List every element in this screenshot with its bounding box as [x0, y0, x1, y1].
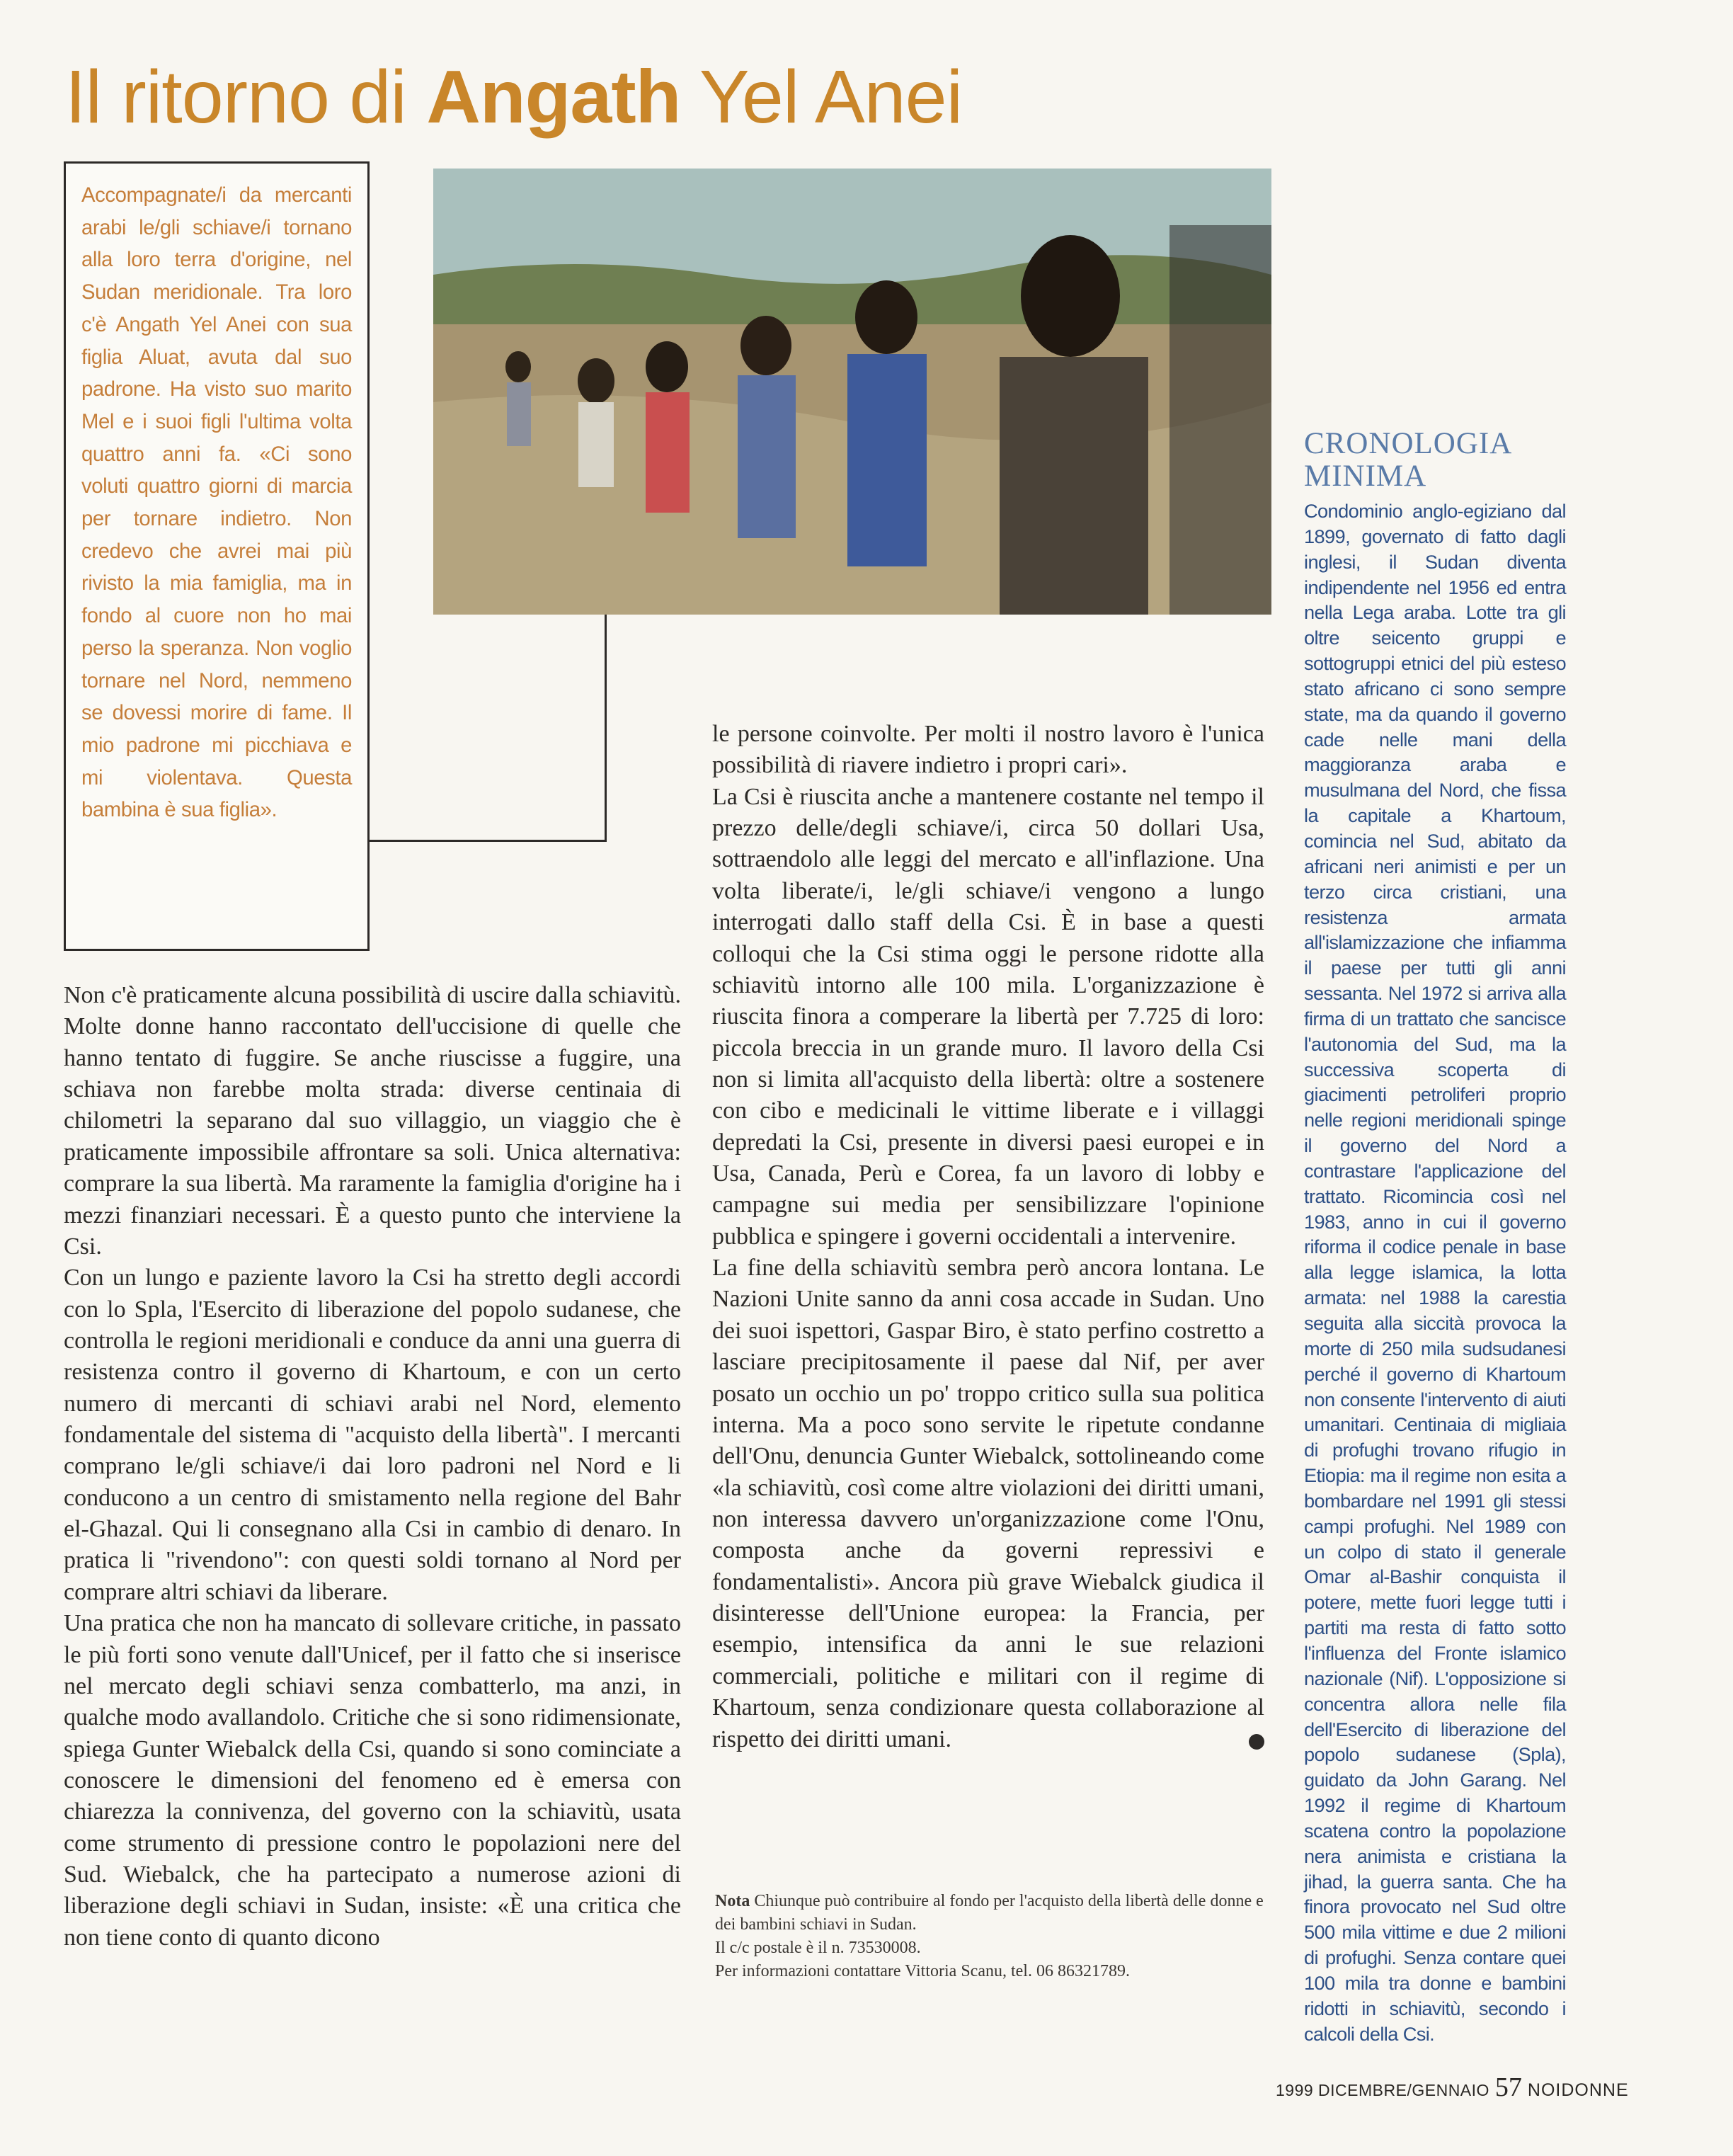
title-suffix: Yel Anei	[680, 55, 963, 139]
article-photo	[433, 169, 1271, 615]
caption-connector-vertical	[605, 615, 607, 841]
end-of-article-icon	[1249, 1734, 1264, 1750]
title-prefix: Il ritorno di	[65, 55, 427, 139]
note-line-3: Per informazioni contattare Vittoria Scanu, tel. 06 86321789.	[715, 1962, 1130, 1981]
note-line-1	[715, 1890, 1267, 1937]
article-title	[65, 55, 1113, 139]
photo-illustration	[433, 169, 1271, 615]
body-column-2	[712, 719, 1264, 1755]
photo-caption-text: Accompagnate/i da mercanti arabi le/gli schiave/i tornano alla loro terra d'origine, nel Sudan meridionale. Tra loro c'è Angath Yel Anei con sua figlia Aluat, avuta dal suo padrone. Ha visto suo marito Mel e i suoi figli l'ultima volta quattro anni fa. «Ci sono voluti quattro giorni di marcia per tornare indietro. Non credevo che avrei mai più rivisto la mia famiglia, ma in fondo al cuore non ho mai perso la speranza. Non voglio tornare nel Nord, nemmeno se dovessi morire di fame. Il mio padrone mi picchiava e mi violentava. Questa bambina è sua figlia».	[81, 183, 352, 822]
body-paragraph: Una pratica che non ha mancato di sollevare critiche, in passato le più forti sono venute dall'Unicef, per il fatto che si inserisce nel mercato degli schiavi senza combatterlo, ma anzi, in qualche modo avallandolo. Critiche che si sono ridimensionate, spiega Gunter Wiebalck della Csi, quando si sono cominciate a conoscere le dimensioni del fenomeno ed è emersa con chiarezza la connivenza, del governo con la schiavitù, usata come strumento di pressione contro le popolazioni nere del Sud. Wiebalck, che ha partecipato a numerose azioni di liberazione degli schiavi in Sudan, insiste: «È una critica che non tiene conto di quanto dicono	[64, 1610, 681, 1951]
photo-caption-box	[64, 161, 370, 951]
body-paragraph: La Csi è riuscita anche a mantenere costante nel tempo il prezzo delle/degli schiave/i, circa 50 dollari Usa, sottraendolo alle leggi del mercato e all'inflazione. Una volta liberate/i, le/gli schiave/i vengono a lungo interrogati dallo staff della Csi. È in base a questi colloqui che la Csi stima oggi le persone ridotte alla schiavitù intorno alle 100 mila. L'organizzazione è riuscita finora a comperare la libertà per 7.725 di loro: piccola breccia in un grande muro. Il lavoro della Csi non si limita all'acquisto della libertà: oltre a sostenere con cibo e medicinali le vittime liberate e i villaggi depredati la Csi, presente in diversi paesi europei e in Usa, Canada, Perù e Corea, fa un lavoro di lobby e campagne sui media per sensibilizzare l'opinione pubblica e spingere i governi occidentali a intervenire.	[712, 783, 1264, 1250]
page-number: 57	[1494, 2072, 1522, 2102]
chronology-text: Condominio anglo-egiziano dal 1899, governato di fatto dagli inglesi, il Sudan diventa indipendente nel 1956 ed entra nella Lega araba. Lotte tra gli oltre seicento gruppi e sottogruppi etnici del più esteso stato africano ci sono sempre state, ma da quando il governo cade nelle mani della maggioranza araba e musulmana del Nord, che fissa la capitale a Khartoum, comincia nel Sud, abitato da africani neri animisti e per un terzo circa cristiani, una resistenza armata all'islamizzazione che infiamma il paese per tutti gli anni sessanta. Nel 1972 si arriva alla firma di un trattato che sancisce l'autonomia del Sud, ma la successiva scoperta di giacimenti petroliferi proprio nelle regioni meridionali spinge il governo del Nord a contrastare l'applicazione del trattato. Ricomincia così nel 1983, anno in cui il governo riforma il codice penale in base alla legge islamica, la lotta armata: nel 1988 la carestia seguita alla siccità provoca la morte di 250 mila sudsudanesi perché il governo di Khartoum non consente l'intervento di aiuti umanitari. Centinaia di migliaia di profughi trovano rifugio in Etiopia: ma il regime non esita a bombardare nel 1991 gli stessi campi profughi. Nel 1989 con un colpo di stato il generale Omar al-Bashir conquista il potere, mette fuori legge tutti i partiti ma resta di fatto sotto l'influenza del Fronte islamico nazionale (Nif). L'opposizione si concentra allora nelle fila dell'Esercito di liberazione del popolo sudanese (Spla), guidato da John Garang. Nel 1992 il regime di Khartoum scatena contro la popolazione nera animista e cristiana la jihad, la guerra santa. Che ha finora provocato nel Sud oltre 500 mila vittime e due 2 milioni di profughi. Senza contare quei 100 mila tra donne e bambini ridotti in schiavitù, secondo i calcoli della Csi.	[1304, 500, 1566, 2045]
footer-issue: 1999 DICEMBRE/GENNAIO	[1276, 2081, 1489, 2099]
body-paragraph: le persone coinvolte. Per molti il nostro lavoro è l'unica possibilità di riavere indietro i propri cari».	[712, 721, 1264, 779]
title-name-bold: Angath	[426, 55, 681, 139]
page-footer	[1276, 2072, 1629, 2103]
chronology-title-line-2: MINIMA	[1304, 460, 1427, 494]
note-label: Nota	[715, 1892, 750, 1910]
note-text: Chiunque può contribuire al fondo per l'acquisto della libertà delle donne e dei bambini schiavi in Sudan.	[715, 1892, 1264, 1934]
body-column-1	[64, 980, 681, 1953]
body-paragraph-text: La fine della schiavitù sembra però ancora lontana. Le Nazioni Unite sanno da anni cosa accade in Sudan. Uno dei suoi ispettori, Gaspar Biro, è stato perfino costretto a lasciare precipitosamente il paese dal Nif, per aver posato un occhio un po' troppo critico sulla sua politica interna. Ma a poco sono servite le ripetute condanne dell'Onu, denuncia Gunter Wiebalck, sottolineando come «la schiavitù, così come altre violazioni dei diritti umani, non interessa davvero un'organizzazione come l'Onu, composta anche da governi repressivi e fondamentalisti». Ancora più grave Wiebalck giudica il disinteresse dell'Unione europea: la Francia, per esempio, intensifica da anni le sue relazioni commerciali, politiche e militari con il regime di Khartoum, senza condizionare questa collaborazione al rispetto dei diritti umani.	[712, 1255, 1264, 1752]
chronology-sidebar	[1304, 498, 1566, 2046]
body-paragraph	[712, 1253, 1264, 1755]
chronology-title	[1304, 428, 1573, 494]
body-paragraph: Non c'è praticamente alcuna possibilità di uscire dalla schiavitù. Molte donne hanno raccontato dell'uccisione di quelle che hanno tentato di fuggire. Se anche riuscisse a fuggire, una schiava non farebbe molta strada: diverse centinaia di chilometri la separano dal suo villaggio, un viaggio che è praticamente impossibile affrontare sa soli. Unica alternativa: comprare la sua libertà. Ma raramente la famiglia d'origine ha i mezzi finanziari necessari. È a questo punto che interviene la Csi.	[64, 982, 681, 1260]
chronology-title-line-1: CRONOLOGIA	[1304, 427, 1513, 460]
body-paragraph: Con un lungo e paziente lavoro la Csi ha stretto degli accordi con lo Spla, l'Esercito di liberazione del popolo sudanese, che controlla le regioni meridionali e conduce da anni una guerra di resistenza contro il governo di Khartoum, e con un certo numero di mercanti di schiavi arabi nel Nord, elemento fondamentale del sistema di "acquisto della libertà". I mercanti comprano le/gli schiave/i dai loro padroni nel Nord e li conducono a un centro di smistamento nella regione del Bahr el-Ghazal. Qui li consegnano alla Csi in cambio di denaro. In pratica li "rivendono": con questi soldi tornano al Nord per comprare altri schiavi da liberare.	[64, 1265, 681, 1605]
footnote	[715, 1890, 1267, 1983]
magazine-name: NOIDONNE	[1527, 2080, 1629, 2100]
note-line-2: Il c/c postale è il n. 73530008.	[715, 1939, 921, 1958]
caption-connector-horizontal	[370, 840, 607, 842]
